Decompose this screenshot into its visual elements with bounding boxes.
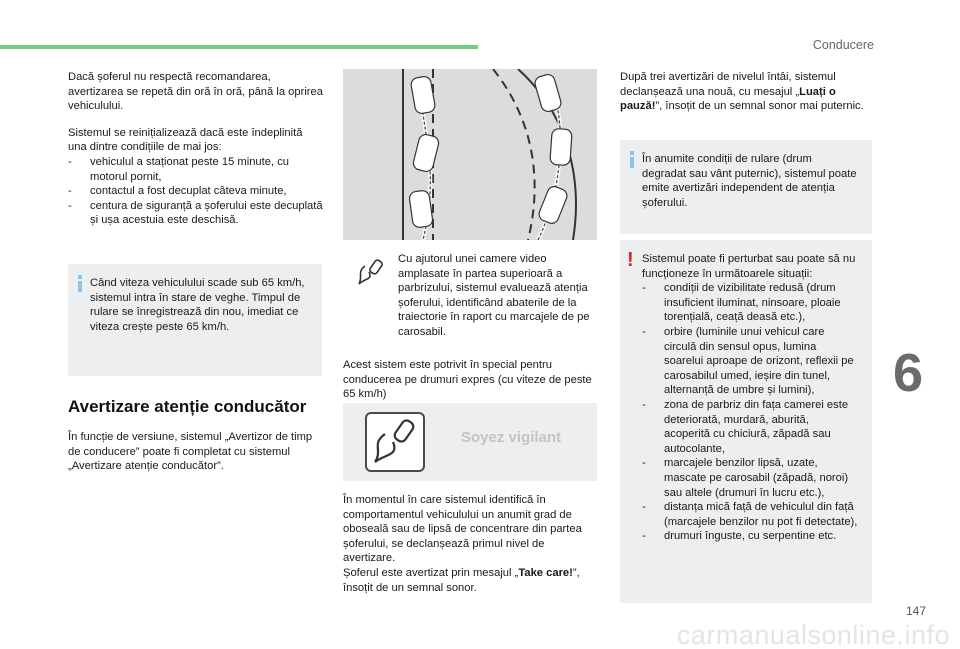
road-graphic — [343, 69, 597, 240]
paragraph-repeat-warning: Dacă șoferul nu respectă recomandarea, avertizarea se repetă din oră în oră, până la oprirea vehiculului. — [68, 71, 323, 113]
pause-text-after: ”, însoțit de un semnal sonor mai puternic. — [655, 100, 864, 113]
paragraph-suitable-roads: Acest sistem este potrivit în special pentru conducerea pe drumuri expres (cu viteze de peste 65 km/h) — [343, 359, 592, 401]
info-box-standby — [68, 264, 322, 376]
fatigue-text: În momentul în care sistemul identifică în comportamentul vehiculului un anumit grad de oboseală sau de lipsă de concentrare din partea șoferului, se declanșează primul nivel de avertizare. — [343, 494, 582, 565]
column-1 — [68, 70, 324, 228]
list-item: - vehiculul a staționat peste 15 minute, cu motorul pornit, — [68, 155, 324, 184]
paragraph-fatigue-detection — [343, 493, 593, 595]
pause-text-before: După trei avertizări de nivelul întâi, sistemul declanșează una nouă, cu mesajul „ — [620, 71, 836, 98]
alert-message-label: Soyez vigilant — [461, 429, 562, 446]
car-outline — [533, 73, 572, 225]
warning-intro: Sistemul poate fi perturbat sau poate să nu funcționeze în următoarele situații: — [642, 253, 856, 280]
list-item: - orbire (luminile unui vehicul care circulă din sensul opus, lumina soarelui aproape de orizont, reflexii pe carosabilul umed, ieșire din tunel, alternanță de umbre și lumini), — [642, 325, 858, 398]
alert-display-figure — [343, 403, 597, 481]
info-icon — [77, 275, 83, 293]
paragraph-pause-warning — [620, 70, 870, 114]
warning-icon: ! — [627, 249, 634, 271]
list-item: - condiții de vizibilitate redusă (drum insuficient iluminat, ninsoare, ploaie torențială, ceață deasă etc.), — [642, 281, 858, 325]
info-text: În anumite condiții de rulare (drum degradat sau vânt puternic), sistemul poate emite avertizări independent de atenția șoferului. — [642, 153, 857, 209]
paragraph-reset-intro: Sistemul se reinițializează dacă este îndeplinită una dintre condițiile de mai jos: — [68, 126, 303, 154]
list-item: - distanța mică față de vehiculul din față (marcajele benzilor nu pot fi detectate), — [642, 500, 858, 529]
info-box-road-conditions — [620, 140, 872, 234]
paragraph-version: În funcție de versiune, sistemul „Avertizor de timp de conducere” poate fi completat cu sistemul „Avertizare atenție conducător”. — [68, 431, 313, 473]
page-number: 147 — [906, 604, 927, 618]
section-title: Conducere — [812, 38, 874, 52]
reset-conditions-list — [68, 155, 324, 228]
watermark: carmanualsonline.info — [676, 620, 950, 649]
message-text-after: ”, însoțit de un semnal sonor. — [343, 566, 580, 594]
driver-attention-icon — [365, 412, 425, 472]
chapter-number: 6 — [893, 343, 924, 403]
camera-lane-icon — [355, 258, 385, 288]
message-take-break: Luați o pauză! — [620, 85, 836, 113]
limitations-list — [642, 281, 858, 544]
list-item: - contactul a fost decuplat câteva minute, — [68, 184, 324, 199]
info-icon — [629, 151, 635, 169]
list-item: - drumuri înguste, cu serpentine etc. — [642, 529, 858, 544]
section-heading: Avertizare atenție conducător — [68, 397, 307, 416]
list-item: - centura de siguranță a șoferului este decuplată și ușa acestuia este deschisă. — [68, 199, 324, 228]
list-item: - zona de parbriz din fața camerei este deteriorată, murdară, aburită, acoperită cu chiciură, zăpadă sau autocolante, — [642, 398, 858, 456]
lane-departure-illustration — [343, 69, 597, 240]
header-accent-bar — [0, 45, 478, 49]
camera-description: Cu ajutorul unei camere video amplasate în partea superioară a parbrizului, sistemul evaluează atenția șoferului, identificând abaterile de la traiectorie în raport cu marcajele de pe carosabil. — [398, 253, 590, 338]
warning-box-limitations — [620, 240, 872, 603]
info-text: Când viteza vehiculului scade sub 65 km/h, sistemul intra în stare de veghe. Timpul de rulare se înregistrează din nou, imediat ce viteza crește peste 65 km/h. — [90, 277, 305, 333]
message-text-before: Șoferul este avertizat prin mesajul „ — [343, 566, 519, 579]
car-outline — [409, 76, 440, 229]
message-take-care: Take care! — [518, 566, 573, 579]
list-item: - marcajele benzilor lipsă, uzate, mascate pe carosabil (zăpadă, noroi) sau altele (drumuri în lucru etc.), — [642, 456, 858, 500]
